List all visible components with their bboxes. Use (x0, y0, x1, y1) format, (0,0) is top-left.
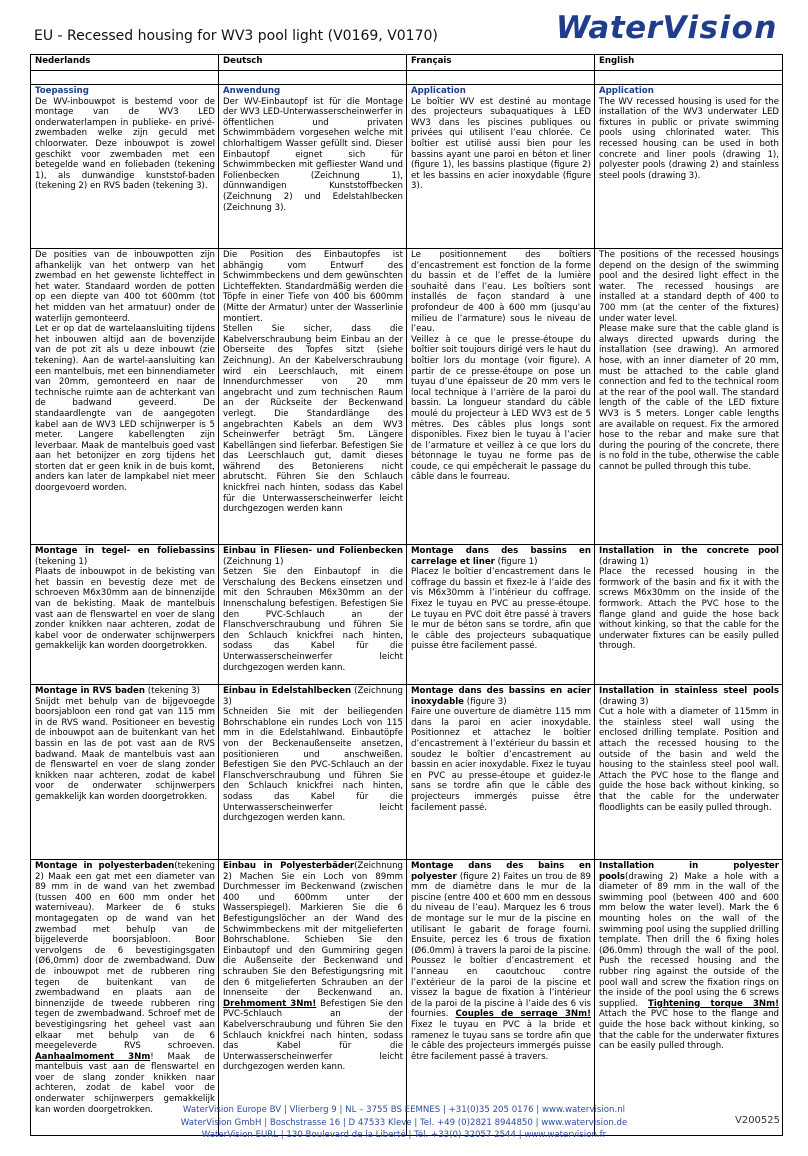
section-text-continued: ! Maak de mantelbuis vast aan de flenswartel en voer de slang zonder knikken naar achteren, zodat de kabel voor de onderwater schijnwerpers gemakkelijk kan worden doorgetrokken. (35, 1051, 216, 1115)
cell-en (595, 545, 783, 685)
section-heading: Installation in polyester pools (599, 861, 779, 882)
section-text: The WV recessed housing is used for the installation of the WV3 underwater LED fixtures in public or private swimming pools using chlorinated water. This recessed housing can be used in both concrete and liner pools (drawing 1), polyester pools (drawing 2) and stainless steel pools (drawing 3). (599, 96, 779, 181)
section-text: Le positionnement des boîtiers d’encastrement est fonction de la forme du bassin et de l’effet de la lumière souhaité dans l’eau. Les boîtiers sont installés de façon standard à une profondeur de 400 à 600 mm (jusqu’au milieu de l’armature) sous le niveau de l’eau. Veillez à ce que le presse-étoupe du boîtier soit toujours dirigé vers le haut du boîtier lors du montage (voir figure). A partir de ce presse-étoupe on pose un tuyau d’une épaisseur de 20 mm vers le local technique à l’arrière de la paroi du bassin. La longueur standard du câble moulé du projecteur à LED WV3 est de 5 mètres. Des câbles plus longs sont disponibles. Fixez bien le tuyau à l’acier de l’armature et veillez à ce que lors du bétonnage le tuyau ne forme pas de coude, ce qui empêcherait le passage du câble dans le fourreau. (411, 250, 591, 483)
section-text: Faites un trou de 89 mm de diamètre dans le mur de la piscine (entre 400 et 600 mm en dessous du niveau de l’eau). Marquez les 6 trous de montage sur le mur de la piscine en utilisant le gabarit de forage fourni. Ensuite, percez les 6 trous de fixation (Ø6.0mm) à travers la paroi de la piscine. Poussez le boîtier d’encastrement et l’anneau en caoutchouc contre l’extérieur de la paroi de la piscine et vissez la bague de fixation à l’intérieur de la paroi de la piscine à l’aide des 6 vis fournies. (411, 871, 591, 1020)
column-header-nl: Nederlands (31, 55, 219, 71)
cell-nl (31, 249, 219, 545)
cell-de (219, 249, 407, 545)
section-heading: Montage in polyesterbaden (35, 861, 175, 871)
section-text: Place the recessed housing in the formwork of the basin and fix it with the screws M6x30mm on the inside of the formwork. Attach the PVC hose to the flange gland and guide the hose back without kinking, so that the cable for the underwater fixtures can be easily pulled through. (599, 567, 779, 652)
cell-fr (407, 545, 595, 685)
section-heading: Montage dans des bassins en acier inoxydable (411, 686, 591, 707)
section-text: The positions of the recessed housings depend on the design of the swimming pool and the desired light effect in the water. The recessed housings are installed at a standard depth of 400 to 700 mm (at the center of the fixtures) under water level. Please make sure that the cable gland is always directed upwards during the installation (see drawing). An armored hose, with an inner diameter of 20 mm, must be attached to the cable gland connection and fed to the technical room at the rear of the pool wall. The standard length of the cable of the LED fixture WV3 is 5 meters. Longer cable lengths are available on request. Fix the armored hose to the rebar and make sure that during the pouring of the concrete, there is no fold in the tube, otherwise the cable cannot be pulled through this tube. (599, 250, 779, 472)
section-text: De WV-inbouwpot is bestemd voor de montage van de WV3 LED onderwaterlampen in publieke- en privé-zwembaden welke zijn geculd met chloorwater. Deze inbouwpot is zowel geschikt voor zwembaden met een betegelde wand en foliebaden (tekening 1), als dunwandige kunststof-baden (tekening 2) en RVS baden (tekening 3). (35, 96, 215, 192)
section-text: Snijdt met behulp van de bijgevoegde boorsjabloon een rond gat van 115 mm in de RVS wand. Positioneer en bevestig de inbouwpot aan de buitenkant van het bassin en las de pot vast aan de RVS badwand. Maak de mantelbuis vast aan de flenswartel en voer de slang zonder knikken naar achteren, zodat de kabel voor de onderwater schijnwerpers gemakkelijk kan worden doorgetrokken. (35, 696, 215, 802)
cell-fr (407, 249, 595, 545)
version-code: V200525 (734, 1115, 780, 1126)
footer-line-nl: WaterVision Europe BV | Vlierberg 9 | NL – 3755 BS EEMNES | +31(0)35 205 0176 | www.watervision.nl (182, 1105, 626, 1115)
section-text: (drawing 2) Make a hole with a diameter of 89 mm in the wall of the swimming pool (between 400 and 600 mm below the water level). Mark the 6 mounting holes on the wall of the swimming pool using the supplied drilling template. Then drill the 6 fixing holes (Ø6.0mm) through the wall of the pool. Push the recessed housing and the rubber ring against the outside of the pool wall and screw the fixation rings on the inside of the pool using the 6 screws supplied. (599, 871, 779, 1009)
section-heading-suffix: (tekening 3) (145, 686, 201, 696)
column-header-en: English (595, 55, 783, 71)
section-application (31, 85, 783, 249)
cell-en (595, 860, 783, 1136)
section-heading: Installation in the concrete pool (599, 546, 779, 556)
cell-en (595, 85, 783, 249)
page-footer (0, 1104, 808, 1142)
section-text-continued: Fixez le tuyau en PVC à la bride et ramenez le tuyau sans se tordre afin que le câble des projecteurs immergés puisse être facilement passé à travers. (411, 1019, 591, 1062)
section-heading-suffix: (Zeichnung 3) (223, 686, 403, 707)
section-heading: Installation in stainless steel pools (599, 686, 779, 696)
cell-de (219, 860, 407, 1136)
section-polyester (31, 860, 783, 1136)
section-text: Plaats de inbouwpot in de bekisting van het bassin en bevestig deze met de schroeven M6x30mm aan de binnenzijde van de bekisting. Maak de mantelbuis vast aan de flenswartel en voer de slang zonder knikken naar achteren, zodat de kabel voor de onderwater schijnwerpers gemakkelijk kan worden doorgetrokken. (35, 567, 215, 652)
section-heading: Toepassing (35, 86, 89, 96)
section-positions (31, 249, 783, 545)
section-text: De posities van de inbouwpotten zijn afhankelijk van het ontwerp van het zwembad en het gewenste lichteffect in het water. Standaard worden de potten op een diepte van 400 tot 600mm (tot het midden van het armatuur) onder de waterlijn gemonteerd. Let er op dat de wartelaansluiting tijdens het inbouwen altijd aan de bovenzijde van de pot zit als u deze inbouwt (zie tekening). Aan de wartel-aansluiting kan een mantelbuis, met een binnendiameter van 20mm, gemonteerd en naar de technische ruimte aan de achterkant van de badwand geveerd. De standaardlengte van de aangegoten kabel aan de WV3 LED schijnwerper is 5 meter. Langere kabellengten zijn leverbaar. Maak de mantelbuis goed vast aan het betonijzer en zorg tijdens het storten dat er geen knik in de buis komt, anders kan later de lampkabel niet meer doorgevoerd worden. (35, 250, 215, 494)
section-heading: Einbau in Polyesterbäder (223, 861, 355, 871)
document-title: EU - Recessed housing for WV3 pool light (V0169, V0170) (34, 28, 438, 44)
section-text: Die Position des Einbautopfes ist abhängig vom Entwurf des Schwimmbeckens und dem gewünschten Lichteffekten. Standardmäßig werden die Töpfe in einer Tiefe von 400 bis 600mm (Mitte der Armatur) unter der Wasserlinie montiert. Stellen Sie sicher, dass die Kabelverschraubung beim Einbau an der Oberseite des Topfes sitzt (siehe Zeichnung). An der Kabelverschraubung wird ein Leerschlauch, mit einem Innendurchmesser von 20 mm angebracht und zum technischen Raum an der Rückseite der Beckenwand verlegt. Die Standardlänge des angebrachten Kabels an dem WV3 Scheinwerfer beträgt 5m. Längere Kabellängen sind lieferbar. Befestigen Sie das Leerschlauch gut, damit dieses während des Betonierens nicht abrutscht. Führen Sie den Schlauch knickfrei nach hinten, sodass das Kabel für die Unterwasserscheinwerfer leicht durchgezogen werden kann (223, 250, 403, 515)
torque-note: Aanhaalmoment 3Nm (35, 1051, 151, 1062)
section-heading: Montage dans des bains en polyester (411, 861, 591, 882)
instruction-table (30, 54, 783, 1136)
torque-note: Tightening torque 3Nm! (647, 998, 780, 1009)
section-text: Schneiden Sie mit der beiliegenden Bohrschablone ein rundes Loch von 115 mm in die Edelstahlwand. Einbautöpfe von der Beckenaußenseite ansetzen, positionieren und anschweißen. Befestigen Sie den PVC-Schlauch an der Flanschverschraubung und führen Sie den Schlauch knickfrei nach hinten, sodass das Kabel für die Unterwasserscheinwerfer leicht durchgezogen werden kann. (223, 707, 403, 824)
page-header (0, 0, 808, 56)
section-concrete-pool (31, 545, 783, 685)
section-heading: Application (411, 86, 466, 96)
section-text: Faire une ouverture de diamètre 115 mm dans la paroi en acier inoxydable. Positionnez et attachez le boîtier d’encastrement à l’extérieur du bassin et soudez le boîtier d’encastrement au bassin en acier inoxydable. Fixez le tuyau en PVC au presse-étoupe et guidez-le sans se tordre afin que le câble des projecteurs immergés puisse être facilement passé. (411, 707, 591, 813)
cell-nl (31, 85, 219, 249)
section-stainless-steel (31, 685, 783, 860)
section-text-continued: Attach the PVC hose to the flange and guide the hose back without kinking, so that the cable for the underwater fixtures can be easily pulled through. (599, 1009, 779, 1052)
logo-water: Water (555, 10, 663, 46)
cell-de (219, 545, 407, 685)
section-heading: Einbau in Edelstahlbecken (223, 686, 352, 696)
footer-line-de: WaterVision GmbH | Boschstrasse 16 | D 47533 Kleve | Tel. +49 (0)2821 8944850 | www.watervision.de (180, 1117, 628, 1128)
section-heading-suffix: (figure 3) (464, 696, 507, 707)
cell-fr (407, 85, 595, 249)
cell-en (595, 685, 783, 860)
cell-nl (31, 545, 219, 685)
section-text: (Zeichnung 2) Machen Sie ein Loch von 89mm Durchmesser im Beckenwand (zwischen 400 und 600mm unter der Wasserspiegel). Markieren Sie die 6 Befestigungslöcher an der Wand des Schwimmbeckens mit der mitgelieferten Bohrschablone. Schieben Sie den Einbautopf und den Gummiring gegen die Außenseite der Beckenwand und schrauben Sie den Befestigungsring mit den 6 mitgelieferten Schrauben an der Innenseite der Beckenwand an. (223, 861, 403, 999)
section-text: Le boîtier WV est destiné au montage des projecteurs subaquatiques à LED WV3 dans les piscines publiques ou privées qui utilisent l’eau chlorée. Ce boîtier est utilisé aussi bien pour les bassins ayant une paroi en béton et liner (figure 1), les bassins plastique (figure 2) et les bassins en acier inoxydable (figure 3). (411, 96, 591, 192)
section-heading-suffix: (figure 1) (494, 556, 538, 567)
section-heading-suffix: (Zeichnung 1) (223, 556, 284, 567)
section-heading: Application (599, 86, 654, 96)
section-text: Cut a hole with a diameter of 115mm in the stainless steel wall using the enclosed drilling template. Position and attach the recessed housing to the outside of the basin and weld the housing to the stainless steel pool wall. Attach the PVC hose to the flange and guide the hose back without kinking, so that the cable for the underwater floodlights can be easily pulled through. (599, 707, 779, 813)
watervision-logo (556, 10, 778, 46)
section-text: Setzen Sie den Einbautopf in die Verschalung des Beckens einsetzen und mit den Schrauben M6x30mm an der Innenschalung befestigen. Befestigen Sie den PVC-Schlauch an der Flanschverschraubung und führen Sie den Schlauch knickfrei nach hinten, sodass das Kabel für die Unterwasserscheinwerfer leicht durchgezogen werden kann. (223, 567, 403, 673)
section-text-continued: Befestigen Sie den PVC-Schlauch an der Kabelverschraubung und führen Sie den Schlauch knickfrei nach hinten, sodass das Kabel für die Unterwasserscheinwerfer leicht durchgezogen werden kann. (223, 998, 403, 1073)
cell-de (219, 85, 407, 249)
section-text: Der WV-Einbautopf ist für die Montage der WV3 LED-Unterwasserscheinwerfer in öffentlichen und privaten Schwimmbädern vorgesehen welche mit chlorhaltigem Wasser gefüllt sind. Dieser Einbautopf eignet sich für Schwimmbecken mit gefliester Wand und Folienbecken (Zeichnung 1), dünnwandigen Kunststoffbecken (Zeichnung 2) und Edelstahlbecken (Zeichnung 3). (223, 96, 403, 213)
section-heading: Montage in tegel- en foliebassins (35, 546, 215, 556)
footer-line-fr: WaterVision EURL | 130 Boulevard de la Liberté | Tél. +33(0) 32057 2544 | www.watervision.fr (201, 1130, 607, 1140)
section-heading: Einbau in Fliesen- und Folienbecken (223, 546, 403, 556)
column-header-fr: Français (407, 55, 595, 71)
cell-fr (407, 860, 595, 1136)
cell-nl (31, 860, 219, 1136)
cell-fr (407, 685, 595, 860)
section-heading: Montage dans des bassins en carrelage et liner (411, 546, 591, 567)
cell-en (595, 249, 783, 545)
section-heading-suffix: (drawing 1) (599, 556, 649, 567)
logo-vision: Vision (662, 10, 778, 46)
section-heading-suffix: (drawing 3) (599, 696, 649, 707)
section-heading-suffix: (tekening 1) (35, 556, 88, 567)
column-header-de: Deutsch (219, 55, 407, 71)
section-text: (tekening 2) Maak een gat met een diameter van 89 mm in de wand van het zwembad (tussen 400 en 600 mm onder het waterniveau). Markeer de 6 stuks montagegaten op de wand van het zwembad met behulp van de bijgeleverde boorsjabloon. Boor vervolgens de 6 bevestigingsgaten (Ø6,0mm) door de zwembadwand. Duw de inbouwpot met de rubberen ring tegen de buitenkant van de zwembadwand en plaats aan de binnenzijde de tweede rubberen ring tegen de zwembadwand. Schroef met de bevestigingsring het geheel vast aan elkaar met behulp van de 6 meegeleverde RVS schroeven. (35, 861, 215, 1052)
language-header-row (31, 55, 783, 71)
section-heading-suffix: (figure 2) (456, 871, 501, 882)
section-heading: Montage in RVS baden (35, 686, 146, 696)
torque-note: Drehmoment 3Nm! (223, 998, 317, 1009)
cell-nl (31, 685, 219, 860)
section-heading: Anwendung (223, 86, 281, 96)
cell-de (219, 685, 407, 860)
section-text: Placez le boîtier d’encastrement dans le coffrage du bassin et fixez-le à l’aide des vis M6x30mm à l’intérieur du coffrage. Fixez le tuyau en PVC au presse-étoupe. Le tuyau en PVC doit être passé à travers le mur de béton sans se tordre, afin que le câble des projecteurs subaquatique puisse être facilement passé. (411, 567, 591, 652)
torque-note: Couples de serrage 3Nm! (455, 1009, 591, 1020)
